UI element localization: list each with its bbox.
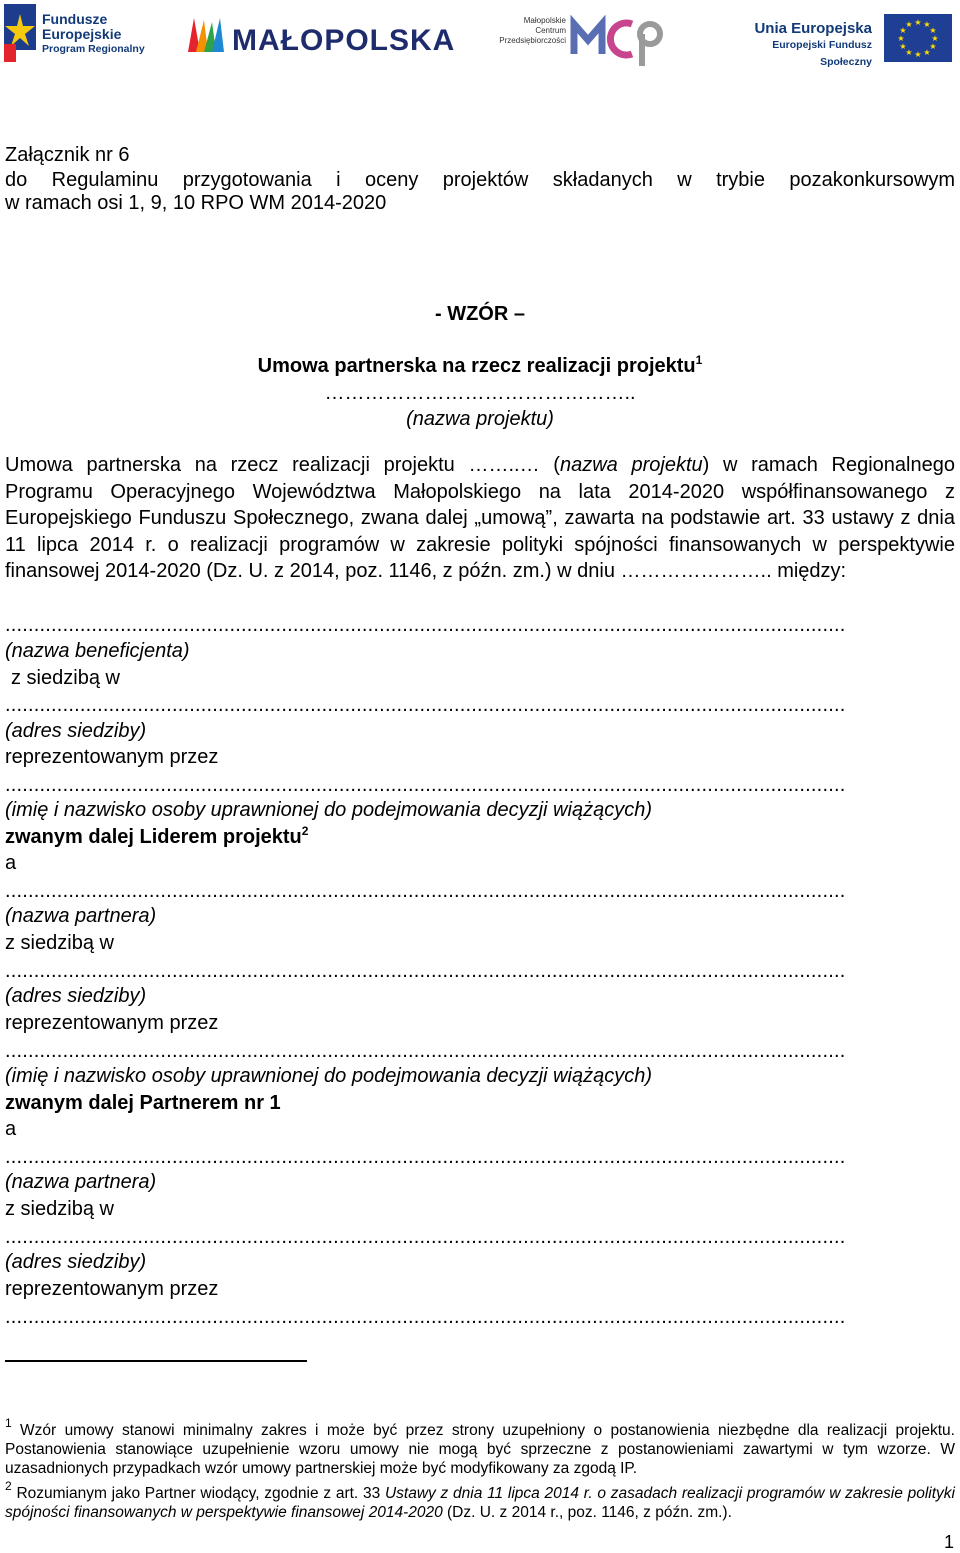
- partner1-seat-label: z siedzibą w: [5, 932, 114, 954]
- ue-line2: Europejski Fundusz Społeczny: [772, 39, 872, 68]
- partner2-address-label: (adres siedziby): [5, 1251, 147, 1273]
- leader-seat-label: z siedzibą w: [11, 667, 120, 689]
- leader-designation-text: zwanym dalej Liderem projektu: [5, 826, 302, 848]
- partner2-name-label: (nazwa partnera): [5, 1171, 157, 1193]
- malopolska-logo: [186, 4, 466, 66]
- fe-star-icon: [4, 4, 36, 62]
- svg-text:★: ★: [899, 26, 907, 35]
- beneficiary-name-label: (nazwa beneficjenta): [5, 640, 190, 662]
- partner1-represented-label: reprezentowanym przez: [5, 1012, 219, 1034]
- fe-line3: Program Regionalny: [42, 43, 145, 55]
- partner2-represented-label: reprezentowanym przez: [5, 1278, 219, 1300]
- intro-text-2: ) w ramach Regionalnego Programu Operacyjnego Województwa Małopolskiego na lata 2014-2020 współfinansowanego z Europejskiego Funduszu Społecznego, zwana dalej „umową”, zawarta na podstawie art. 33 ustawy z dnia 11 lipca 2014 r. o realizacji programów w zakresie polityki spójności finansowanych w perspektywie finansowej 2014-2020 (Dz. U. z 2014, poz. 1146, z późn. zm.) w dniu ………………….. między:: [5, 454, 955, 582]
- template-label: - WZÓR –: [435, 303, 525, 325]
- leader-representative-label: (imię i nazwisko osoby uprawnionej do podejmowania decyzji wiążących): [5, 799, 652, 821]
- footnote-2-text-2: (Dz. U. z 2014 r., poz. 1146, z późn. zm.).: [447, 1504, 732, 1521]
- svg-text:★: ★: [899, 42, 907, 51]
- footnote-ref-1: 1: [695, 353, 703, 367]
- fe-line1: Fundusze: [42, 11, 108, 27]
- leader-represented-label: reprezentowanym przez: [5, 746, 219, 768]
- svg-text:★: ★: [923, 48, 931, 57]
- partner1-address-field: ..................................................................................................................................................: [5, 960, 846, 982]
- partner1-representative-field: ..................................................................................................................................................: [5, 1040, 846, 1062]
- svg-text:★: ★: [914, 18, 922, 27]
- logo-bar: [0, 0, 960, 70]
- svg-text:★: ★: [914, 50, 922, 59]
- eu-flag-icon: [884, 14, 952, 62]
- leader-address-label: (adres siedziby): [5, 720, 147, 742]
- mcp-line2: Centrum: [535, 26, 566, 35]
- intro-project-name: nazwa projektu: [559, 454, 703, 476]
- intro-text-1: Umowa partnerska na rzecz realizacji projektu ……..… (: [5, 454, 560, 476]
- project-name-placeholder: (nazwa projektu): [406, 408, 554, 430]
- fe-text: [42, 12, 145, 57]
- ue-line1: Unia Europejska: [754, 20, 872, 37]
- footnote-1: [5, 1416, 955, 1478]
- mcp-emblem-icon: [570, 10, 666, 68]
- page-number: 1: [943, 1532, 954, 1552]
- fe-line2: Europejskie: [42, 26, 122, 42]
- svg-text:★: ★: [931, 34, 939, 43]
- footnote-2: [5, 1479, 955, 1522]
- svg-text:★: ★: [929, 26, 937, 35]
- malopolska-m-icon: [186, 14, 226, 54]
- intro-paragraph: [5, 452, 955, 585]
- leader-address-field: ..................................................................................................................................................: [5, 694, 846, 716]
- leader-designation: [5, 824, 308, 850]
- footnote-1-text: Wzór umowy stanowi minimalny zakres i może być przez strony uzupełniony o postanowienia niezbędne dla realizacji projektu. Postanowienia stanowiące uzupełnienie wzoru umowy nie mogą być sprzeczne z postanowieniami zawartymi w tym wzorze. W uzasadnionych przypadkach wzór umowy partnerskiej może być modyfikowany za zgodą IP.: [5, 1422, 955, 1477]
- fundusze-europejskie-logo: [4, 4, 154, 66]
- agreement-heading-text: Umowa partnerska na rzecz realizacji projektu: [257, 355, 696, 377]
- partner2-address-field: ..................................................................................................................................................: [5, 1226, 846, 1248]
- partner2-representative-field: ..................................................................................................................................................: [5, 1306, 846, 1328]
- conjunction-2: a: [5, 1118, 17, 1140]
- mcp-line3: Przedsiębiorczości: [499, 36, 566, 45]
- leader-representative-field: ..................................................................................................................................................: [5, 774, 846, 796]
- ue-text: [724, 20, 872, 71]
- footnote-2-act-title: Ustawy z dnia 11 lipca 2014 r. o zasadach realizacji programów w zakresie polityki spójności finansowanych w perspektywie finansowej 2014-2020: [5, 1485, 955, 1521]
- mcp-text: [498, 16, 566, 46]
- svg-text:★: ★: [929, 42, 937, 51]
- svg-text:★: ★: [923, 20, 931, 29]
- svg-text:★: ★: [905, 48, 913, 57]
- mcp-logo: [498, 4, 668, 66]
- partner2-name-field: ..................................................................................................................................................: [5, 1146, 846, 1168]
- annex-regulation-line: do Regulaminu przygotowania i oceny projektów składanych w trybie pozakonkursowym: [5, 169, 955, 191]
- agreement-heading: [0, 355, 960, 378]
- annex-scope-line: w ramach osi 1, 9, 10 RPO WM 2014-2020: [5, 192, 387, 214]
- footnote-ref-2: 2: [301, 824, 309, 838]
- footnote-2-text-1: Rozumianym jako Partner wiodący, zgodnie z art. 33: [16, 1485, 381, 1502]
- partner1-address-label: (adres siedziby): [5, 985, 147, 1007]
- conjunction-1: a: [5, 852, 17, 874]
- svg-text:★: ★: [897, 34, 905, 43]
- partner1-representative-label: (imię i nazwisko osoby uprawnionej do podejmowania decyzji wiążących): [5, 1065, 652, 1087]
- partner1-designation: zwanym dalej Partnerem nr 1: [5, 1092, 281, 1114]
- malopolska-wordmark: MAŁOPOLSKA: [232, 24, 456, 57]
- annex-number: Załącznik nr 6: [5, 144, 130, 166]
- beneficiary-name-field: ..................................................................................................................................................: [5, 614, 846, 636]
- partner2-seat-label: z siedzibą w: [5, 1198, 114, 1220]
- partner1-name-label: (nazwa partnera): [5, 905, 157, 927]
- mcp-line1: Małopolskie: [523, 16, 566, 25]
- footnote-1-number: 1: [5, 1416, 12, 1430]
- partner1-name-field: ..................................................................................................................................................: [5, 880, 846, 902]
- footnote-separator: [5, 1360, 307, 1362]
- project-name-dots: ………………………………………..: [324, 382, 636, 404]
- footnote-2-number: 2: [5, 1479, 12, 1493]
- svg-text:★: ★: [905, 20, 913, 29]
- unia-europejska-logo: [724, 4, 956, 66]
